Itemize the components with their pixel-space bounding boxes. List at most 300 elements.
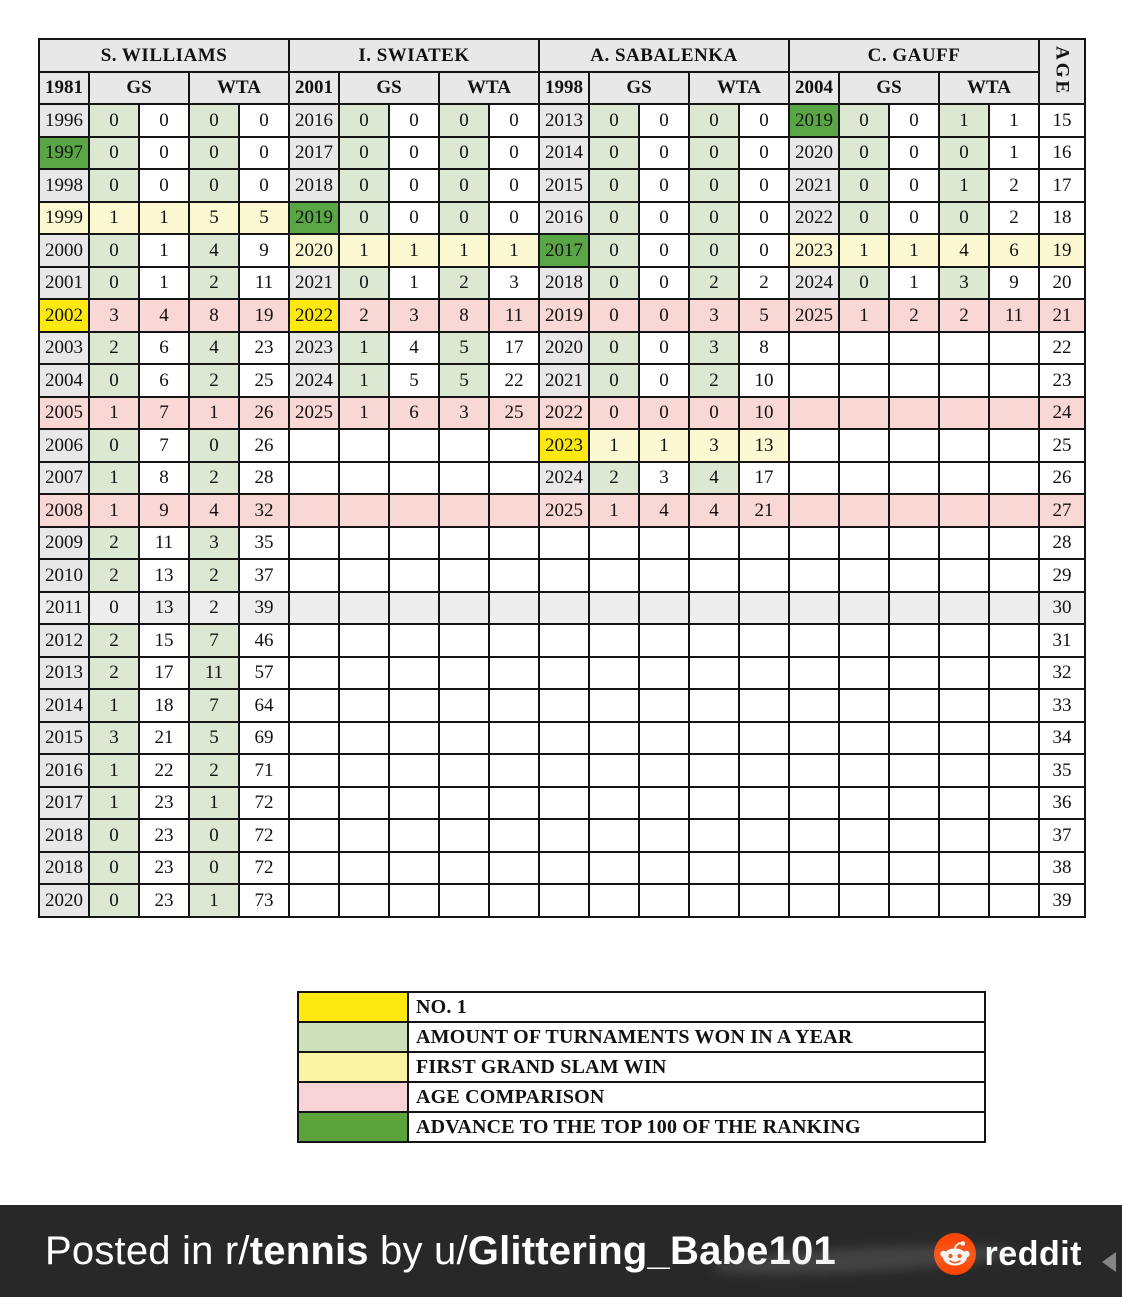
- year-cell: [789, 689, 839, 722]
- stat-cell: [989, 624, 1039, 657]
- stat-cell: 11: [139, 527, 189, 560]
- stat-cell: [939, 527, 989, 560]
- stat-cell: 0: [89, 592, 139, 625]
- stat-cell: [389, 657, 439, 690]
- stat-cell: [939, 722, 989, 755]
- stat-cell: 11: [239, 267, 289, 300]
- legend-row: [298, 1112, 985, 1142]
- stat-cell: [339, 689, 389, 722]
- table-row: [39, 462, 1085, 495]
- legend-body: [298, 992, 985, 1142]
- stat-cell: 0: [839, 104, 889, 137]
- stat-cell: 0: [489, 104, 539, 137]
- stat-cell: 0: [639, 364, 689, 397]
- year-cell: [789, 397, 839, 430]
- stat-cell: 25: [239, 364, 289, 397]
- stat-cell: [939, 592, 989, 625]
- posted-middle: by u/: [368, 1229, 468, 1273]
- stat-cell: 0: [889, 202, 939, 235]
- age-cell: 32: [1039, 657, 1085, 690]
- stat-cell: [389, 819, 439, 852]
- table-row: [39, 299, 1085, 332]
- birth-year-header: 2001: [289, 72, 339, 105]
- legend-swatch: [298, 1082, 408, 1112]
- year-cell: [539, 559, 589, 592]
- birth-year-header: 1998: [539, 72, 589, 105]
- stat-cell: 2: [989, 169, 1039, 202]
- stat-cell: 1: [89, 754, 139, 787]
- stat-cell: [989, 527, 1039, 560]
- stat-cell: [439, 657, 489, 690]
- stat-cell: 9: [139, 494, 189, 527]
- stat-cell: 2: [89, 657, 139, 690]
- stat-cell: 0: [489, 137, 539, 170]
- stat-cell: 3: [639, 462, 689, 495]
- stat-cell: 0: [89, 234, 139, 267]
- year-cell: 2021: [539, 364, 589, 397]
- year-cell: 2015: [39, 722, 89, 755]
- stat-cell: 64: [239, 689, 289, 722]
- stat-cell: 6: [389, 397, 439, 430]
- stat-cell: 0: [339, 104, 389, 137]
- age-cell: 25: [1039, 429, 1085, 462]
- stat-cell: 1: [639, 429, 689, 462]
- stat-cell: [589, 884, 639, 917]
- year-cell: 2022: [789, 202, 839, 235]
- year-cell: [539, 787, 589, 820]
- stat-cell: 0: [139, 137, 189, 170]
- stat-cell: [689, 819, 739, 852]
- stat-cell: [589, 689, 639, 722]
- stat-cell: 4: [689, 494, 739, 527]
- stat-cell: [389, 559, 439, 592]
- age-cell: 39: [1039, 884, 1085, 917]
- stat-cell: [489, 754, 539, 787]
- stat-cell: 0: [839, 267, 889, 300]
- stat-cell: 1: [589, 494, 639, 527]
- stat-cell: 1: [139, 202, 189, 235]
- year-cell: 2015: [539, 169, 589, 202]
- stat-cell: [489, 592, 539, 625]
- table-row: [39, 364, 1085, 397]
- year-cell: [789, 592, 839, 625]
- stat-cell: 17: [739, 462, 789, 495]
- stat-cell: 0: [589, 364, 639, 397]
- legend-swatch: [298, 1112, 408, 1142]
- stat-cell: [689, 559, 739, 592]
- year-cell: 2018: [539, 267, 589, 300]
- birth-year-header: 1981: [39, 72, 89, 105]
- age-cell: 27: [1039, 494, 1085, 527]
- stat-cell: [989, 462, 1039, 495]
- stat-cell: 6: [139, 364, 189, 397]
- posted-prefix: Posted in r/: [45, 1229, 250, 1273]
- stat-cell: [339, 462, 389, 495]
- stat-cell: [889, 592, 939, 625]
- stat-cell: 1: [89, 689, 139, 722]
- legend-label: AMOUNT OF TURNAMENTS WON IN A YEAR: [408, 1022, 985, 1052]
- stat-cell: 1: [189, 397, 239, 430]
- stat-cell: [939, 494, 989, 527]
- stat-cell: 2: [189, 559, 239, 592]
- table-row: [39, 754, 1085, 787]
- stat-cell: [989, 364, 1039, 397]
- stat-cell: 0: [889, 169, 939, 202]
- age-cell: 17: [1039, 169, 1085, 202]
- table-row: [39, 527, 1085, 560]
- table-row: [39, 884, 1085, 917]
- stat-cell: 5: [189, 722, 239, 755]
- stat-cell: 3: [939, 267, 989, 300]
- legend-swatch: [298, 1022, 408, 1052]
- stat-cell: 1: [989, 104, 1039, 137]
- stat-cell: 23: [139, 819, 189, 852]
- stat-cell: 2: [189, 754, 239, 787]
- year-cell: 2002: [39, 299, 89, 332]
- stat-cell: 0: [389, 202, 439, 235]
- stat-cell: [739, 722, 789, 755]
- stat-cell: [639, 689, 689, 722]
- stat-cell: 1: [89, 787, 139, 820]
- stat-cell: 0: [639, 234, 689, 267]
- year-cell: 2024: [789, 267, 839, 300]
- stat-cell: 0: [189, 104, 239, 137]
- stat-cell: [439, 592, 489, 625]
- stat-cell: [639, 657, 689, 690]
- stat-cell: 5: [189, 202, 239, 235]
- stat-cell: 22: [489, 364, 539, 397]
- stat-cell: 0: [639, 332, 689, 365]
- year-cell: [539, 819, 589, 852]
- stat-cell: [939, 754, 989, 787]
- stat-cell: 1: [389, 267, 439, 300]
- year-cell: [789, 722, 839, 755]
- stat-cell: 0: [589, 332, 639, 365]
- birth-year-header: 2004: [789, 72, 839, 105]
- stat-cell: [339, 852, 389, 885]
- stat-cell: [589, 722, 639, 755]
- stat-cell: [339, 429, 389, 462]
- stat-cell: 0: [739, 169, 789, 202]
- stat-cell: [339, 657, 389, 690]
- stat-cell: 0: [139, 104, 189, 137]
- year-cell: [289, 494, 339, 527]
- stat-cell: [389, 429, 439, 462]
- age-cell: 37: [1039, 819, 1085, 852]
- year-cell: 2017: [39, 787, 89, 820]
- stat-cell: [439, 494, 489, 527]
- stat-cell: [989, 754, 1039, 787]
- stat-cell: 0: [89, 169, 139, 202]
- stat-cell: [439, 852, 489, 885]
- stat-cell: 8: [189, 299, 239, 332]
- year-cell: 1998: [39, 169, 89, 202]
- legend-row: [298, 1082, 985, 1112]
- year-cell: 2019: [539, 299, 589, 332]
- stat-cell: 4: [189, 332, 239, 365]
- stat-cell: [389, 494, 439, 527]
- stat-cell: 3: [389, 299, 439, 332]
- year-cell: 2016: [289, 104, 339, 137]
- stat-cell: [939, 884, 989, 917]
- stat-cell: [889, 429, 939, 462]
- age-cell: 20: [1039, 267, 1085, 300]
- year-cell: [289, 559, 339, 592]
- stat-cell: 0: [689, 104, 739, 137]
- stat-cell: [839, 689, 889, 722]
- stat-cell: [739, 689, 789, 722]
- stat-cell: 0: [239, 137, 289, 170]
- stat-cell: 28: [239, 462, 289, 495]
- stat-cell: 11: [189, 657, 239, 690]
- stat-cell: 6: [139, 332, 189, 365]
- stat-cell: [689, 592, 739, 625]
- stat-cell: [489, 689, 539, 722]
- stat-cell: [839, 657, 889, 690]
- stat-cell: 1: [89, 462, 139, 495]
- age-cell: 15: [1039, 104, 1085, 137]
- year-cell: [289, 592, 339, 625]
- stat-cell: 18: [139, 689, 189, 722]
- year-cell: [539, 624, 589, 657]
- year-cell: 2013: [39, 657, 89, 690]
- stat-cell: 0: [439, 137, 489, 170]
- year-cell: 2019: [289, 202, 339, 235]
- year-cell: 1999: [39, 202, 89, 235]
- stat-cell: [689, 657, 739, 690]
- stat-cell: 2: [89, 332, 139, 365]
- stat-cell: 0: [589, 104, 639, 137]
- stat-cell: [939, 332, 989, 365]
- table-row: [39, 819, 1085, 852]
- stat-cell: [739, 819, 789, 852]
- wta-header: WTA: [689, 72, 789, 105]
- year-cell: 2018: [289, 169, 339, 202]
- stat-cell: 7: [139, 397, 189, 430]
- stat-cell: [739, 657, 789, 690]
- year-cell: [789, 494, 839, 527]
- stat-cell: 23: [139, 884, 189, 917]
- stat-cell: 1: [339, 364, 389, 397]
- stat-cell: [339, 494, 389, 527]
- stat-cell: 5: [439, 364, 489, 397]
- stat-cell: 0: [89, 852, 139, 885]
- stat-cell: 1: [89, 494, 139, 527]
- stat-cell: [839, 787, 889, 820]
- age-cell: 18: [1039, 202, 1085, 235]
- table-row: [39, 494, 1085, 527]
- stat-cell: [339, 559, 389, 592]
- stat-cell: 0: [739, 234, 789, 267]
- stat-cell: [989, 494, 1039, 527]
- stat-cell: 1: [439, 234, 489, 267]
- table-row: [39, 624, 1085, 657]
- table-row: [39, 592, 1085, 625]
- stat-cell: 0: [639, 104, 689, 137]
- stat-cell: 9: [989, 267, 1039, 300]
- stat-cell: [589, 592, 639, 625]
- legend-label: NO. 1: [408, 992, 985, 1022]
- stat-cell: [339, 722, 389, 755]
- stat-cell: 4: [639, 494, 689, 527]
- table-row: [39, 137, 1085, 170]
- stat-cell: 73: [239, 884, 289, 917]
- stat-cell: 2: [439, 267, 489, 300]
- stat-cell: [839, 592, 889, 625]
- stat-cell: 8: [739, 332, 789, 365]
- age-cell: 24: [1039, 397, 1085, 430]
- stat-cell: 0: [689, 234, 739, 267]
- year-cell: [789, 462, 839, 495]
- stat-cell: 0: [239, 104, 289, 137]
- stat-cell: [589, 559, 639, 592]
- stat-cell: [839, 884, 889, 917]
- stat-cell: [389, 754, 439, 787]
- stat-cell: 2: [189, 267, 239, 300]
- age-cell: 19: [1039, 234, 1085, 267]
- year-cell: 2007: [39, 462, 89, 495]
- year-cell: 2003: [39, 332, 89, 365]
- year-cell: 2020: [539, 332, 589, 365]
- stat-cell: 37: [239, 559, 289, 592]
- stat-cell: 3: [439, 397, 489, 430]
- year-cell: [789, 884, 839, 917]
- stat-cell: [839, 754, 889, 787]
- legend-row: [298, 1022, 985, 1052]
- year-cell: [289, 787, 339, 820]
- stat-cell: [889, 527, 939, 560]
- stat-cell: 4: [189, 494, 239, 527]
- table-row: [39, 657, 1085, 690]
- stat-cell: 1: [589, 429, 639, 462]
- stat-cell: 0: [589, 202, 639, 235]
- table-row: [39, 429, 1085, 462]
- stat-cell: 2: [89, 624, 139, 657]
- stat-cell: 1: [889, 234, 939, 267]
- year-cell: 2019: [789, 104, 839, 137]
- stat-cell: 0: [639, 299, 689, 332]
- age-cell: 31: [1039, 624, 1085, 657]
- stat-cell: [989, 787, 1039, 820]
- year-cell: 2023: [289, 332, 339, 365]
- year-cell: 2023: [789, 234, 839, 267]
- stat-cell: 72: [239, 787, 289, 820]
- year-cell: 2022: [539, 397, 589, 430]
- stat-cell: [689, 787, 739, 820]
- stat-cell: 71: [239, 754, 289, 787]
- year-cell: 2014: [539, 137, 589, 170]
- stat-cell: 2: [189, 592, 239, 625]
- year-cell: [789, 429, 839, 462]
- stat-cell: [339, 754, 389, 787]
- stat-cell: 1: [939, 104, 989, 137]
- stat-cell: 72: [239, 819, 289, 852]
- stat-cell: [489, 462, 539, 495]
- year-cell: 2005: [39, 397, 89, 430]
- stat-cell: [889, 819, 939, 852]
- stat-cell: 0: [439, 202, 489, 235]
- stat-cell: [739, 787, 789, 820]
- stat-cell: 0: [589, 234, 639, 267]
- stat-cell: [989, 819, 1039, 852]
- stat-cell: [939, 462, 989, 495]
- stat-cell: 6: [989, 234, 1039, 267]
- year-cell: 2000: [39, 234, 89, 267]
- stat-cell: 9: [239, 234, 289, 267]
- age-cell: 16: [1039, 137, 1085, 170]
- subreddit-name: tennis: [249, 1229, 369, 1273]
- stat-cell: [839, 722, 889, 755]
- legend-row: [298, 1052, 985, 1082]
- stat-cell: 0: [689, 397, 739, 430]
- stat-cell: 0: [589, 137, 639, 170]
- year-cell: 2001: [39, 267, 89, 300]
- stat-cell: 1: [389, 234, 439, 267]
- stat-cell: [739, 592, 789, 625]
- stat-cell: 26: [239, 397, 289, 430]
- wta-header: WTA: [189, 72, 289, 105]
- year-cell: [289, 657, 339, 690]
- stat-cell: 0: [739, 137, 789, 170]
- stat-cell: 0: [839, 169, 889, 202]
- gs-header: GS: [589, 72, 689, 105]
- stat-cell: [889, 397, 939, 430]
- stat-cell: 13: [139, 559, 189, 592]
- stat-cell: [439, 462, 489, 495]
- stat-cell: 35: [239, 527, 289, 560]
- table-row: [39, 202, 1085, 235]
- stat-cell: [939, 364, 989, 397]
- stat-cell: 0: [89, 364, 139, 397]
- year-cell: [289, 754, 339, 787]
- stat-cell: 3: [89, 299, 139, 332]
- stat-cell: 8: [139, 462, 189, 495]
- player-name-header: I. SWIATEK: [289, 39, 539, 72]
- stat-cell: [489, 852, 539, 885]
- stat-cell: [989, 852, 1039, 885]
- stat-cell: [589, 754, 639, 787]
- year-cell: 2021: [289, 267, 339, 300]
- stat-cell: [439, 429, 489, 462]
- year-cell: 2020: [39, 884, 89, 917]
- stat-cell: [689, 754, 739, 787]
- year-cell: [289, 624, 339, 657]
- stat-cell: [689, 722, 739, 755]
- table-row: [39, 332, 1085, 365]
- stat-cell: [489, 429, 539, 462]
- stat-cell: [689, 624, 739, 657]
- age-cell: 35: [1039, 754, 1085, 787]
- stat-cell: 0: [639, 267, 689, 300]
- year-cell: [289, 429, 339, 462]
- stat-cell: [939, 819, 989, 852]
- year-cell: [289, 722, 339, 755]
- stat-cell: 25: [489, 397, 539, 430]
- stat-cell: 0: [889, 104, 939, 137]
- stat-cell: [489, 787, 539, 820]
- stat-cell: 11: [489, 299, 539, 332]
- stat-cell: 15: [139, 624, 189, 657]
- stat-cell: [839, 462, 889, 495]
- age-cell: 30: [1039, 592, 1085, 625]
- stat-cell: 0: [489, 202, 539, 235]
- stat-cell: [939, 624, 989, 657]
- year-cell: 2014: [39, 689, 89, 722]
- year-cell: 2016: [39, 754, 89, 787]
- table-row: [39, 787, 1085, 820]
- stat-cell: 2: [889, 299, 939, 332]
- stat-cell: [489, 819, 539, 852]
